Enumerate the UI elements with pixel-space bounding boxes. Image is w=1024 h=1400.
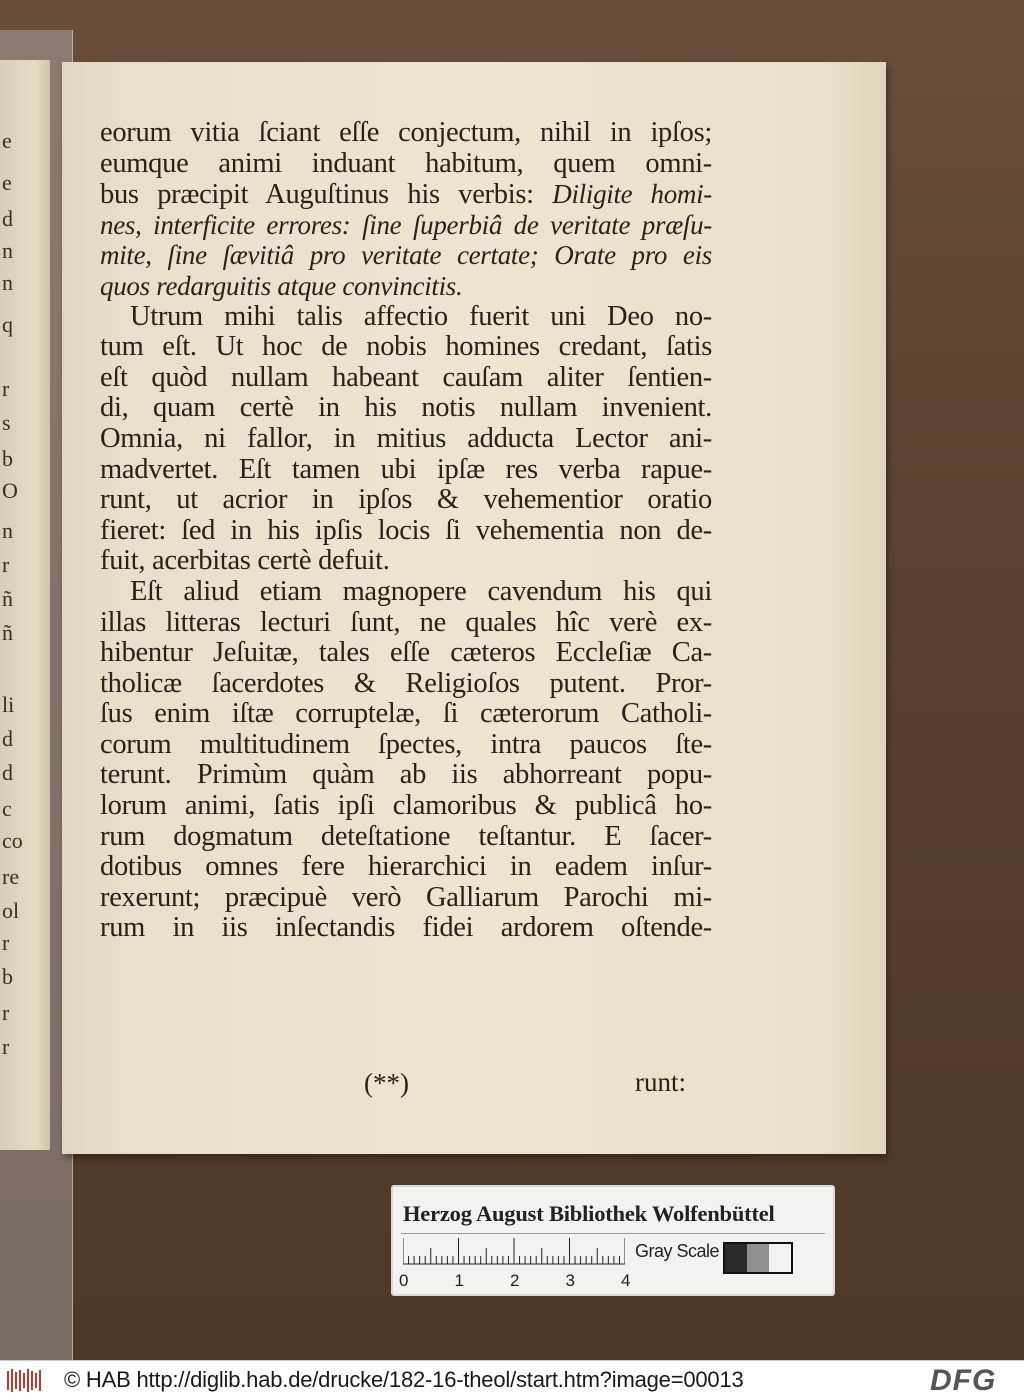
text-line: illas litteras lecturi ſunt, ne quales hîc verè ex- [100, 606, 712, 638]
verso-text-fragments [0, 60, 50, 1150]
gray-swatch [747, 1244, 769, 1272]
text-line: runt, ut acrior in ipſos & vehementior oratio [100, 484, 712, 516]
footer-bar [0, 1360, 1024, 1400]
text-line: lorum animi, ſatis ipſi clamoribus & publicâ ho- [100, 790, 712, 822]
gray-scale-label: Gray Scale [635, 1241, 720, 1261]
ruler-number: 0 [399, 1271, 409, 1290]
verso-fragment: O [2, 478, 18, 503]
text-line: rexerunt; præcipuè verò Galliarum Parochi mi- [100, 881, 712, 913]
ruler-number: 1 [454, 1271, 464, 1290]
verso-fragment: n [2, 518, 13, 543]
text-line: tholicæ ſacerdotes & Religioſos putent. Pror- [100, 667, 712, 699]
text-line: Eſt aliud etiam magnopere cavendum his qui [130, 575, 712, 607]
text-line: fieret: ſed in his ipſis locis ſi vehementia non de- [100, 514, 712, 546]
text-line: rum in iis inſectandis fidei ardorem oſtende- [100, 912, 712, 944]
verso-fragment: d [2, 206, 13, 231]
text-line: ſus enim iſtæ corruptelæ, ſi cæterorum Catholi- [100, 698, 712, 730]
text-line: nes, interficite errores: ſine ſuperbiâ de veritate præſu- [100, 209, 712, 240]
verso-fragment: c [2, 796, 12, 821]
verso-fragment: d [2, 760, 13, 785]
text-line: mite, ſine ſævitiâ pro veritate certate; Orate pro eis [100, 240, 712, 271]
verso-fragment: n [2, 238, 13, 263]
gray-scale-swatches [723, 1242, 793, 1274]
verso-fragment: b [2, 446, 13, 471]
verso-fragment: re [2, 864, 20, 889]
text-line: eſt quòd nullam habeant cauſam aliter ſentien- [100, 361, 712, 393]
text-line: dotibus omnes fere hierarchici in eadem inſur- [100, 851, 712, 883]
library-name: Herzog August Bibliothek Wolfenbüttel [403, 1201, 775, 1226]
text-line: eumque animi induant habitum, quem omni- [100, 147, 712, 179]
text-line: rum dogmatum deteſtatione teſtantur. E ſacer- [100, 820, 712, 852]
catchword: runt: [635, 1067, 686, 1097]
verso-fragment: n [2, 270, 13, 295]
ruler-number: 4 [621, 1271, 631, 1290]
verso-fragment: e [2, 170, 12, 195]
verso-fragment: ñ [2, 586, 13, 611]
text-line: madvertet. Eſt tamen ubi ipſæ res verba rapue- [100, 453, 712, 485]
hab-logo-icon [4, 1367, 44, 1394]
verso-fragment: r [2, 552, 10, 577]
footer-citation: © HAB http://diglib.hab.de/drucke/182-16-theol/start.htm?image=00013 [64, 1367, 744, 1392]
gray-swatch [725, 1244, 747, 1272]
text-line-roman: bus præcipit Auguſtinus his verbis: [100, 179, 553, 211]
text-line: fuit, acerbitas certè defuit. [100, 545, 390, 577]
text-line: di, quam certè in his notis nullam invenient. [100, 392, 712, 424]
page-body-text [100, 118, 712, 944]
text-line-italic: Diligite homi- [552, 179, 712, 210]
verso-fragment: li [2, 692, 15, 717]
verso-fragment: e [2, 128, 12, 153]
verso-fragment: r [2, 930, 10, 955]
ruler-number: 3 [565, 1271, 575, 1290]
signature-mark: (**) [364, 1068, 409, 1098]
verso-fragment: r [2, 376, 10, 401]
text-line: quos redarguitis atque convincitis. [100, 270, 463, 301]
text-line: Omnia, ni fallor, in mitius adducta Lector ani- [100, 422, 712, 454]
color-scale-card [391, 1185, 835, 1296]
text-line: corum multitudinem ſpectes, intra paucos ſte- [100, 728, 712, 760]
text-line: terunt. Primùm quàm ab iis abhorreant popu- [100, 759, 712, 791]
verso-fragment: d [2, 726, 13, 751]
verso-fragment: r [2, 1000, 10, 1025]
verso-fragment: s [2, 410, 11, 435]
verso-fragment: co [2, 828, 23, 853]
verso-fragment: r [2, 1034, 10, 1059]
verso-fragment: q [2, 312, 13, 337]
dfg-logo: DFG [930, 1364, 997, 1397]
ruler-number: 2 [510, 1271, 520, 1290]
text-line: Utrum mihi talis affectio fuerit uni Deo no- [130, 300, 712, 332]
text-line [100, 179, 712, 210]
verso-fragment: ñ [2, 620, 13, 645]
ruler-numbers [399, 1271, 639, 1291]
text-line: tum eſt. Ut hoc de nobis homines credant, ſatis [100, 331, 712, 363]
verso-fragment: b [2, 964, 13, 989]
verso-fragment: ol [2, 898, 20, 923]
text-line: eorum vitia ſciant eſſe conjectum, nihil in ipſos; [100, 117, 712, 148]
text-line: hibentur Jeſuitæ, tales eſſe cæteros Eccleſiæ Ca- [100, 637, 712, 669]
ruler-scale [403, 1237, 625, 1265]
gray-swatch [769, 1244, 791, 1272]
divider [401, 1233, 825, 1234]
